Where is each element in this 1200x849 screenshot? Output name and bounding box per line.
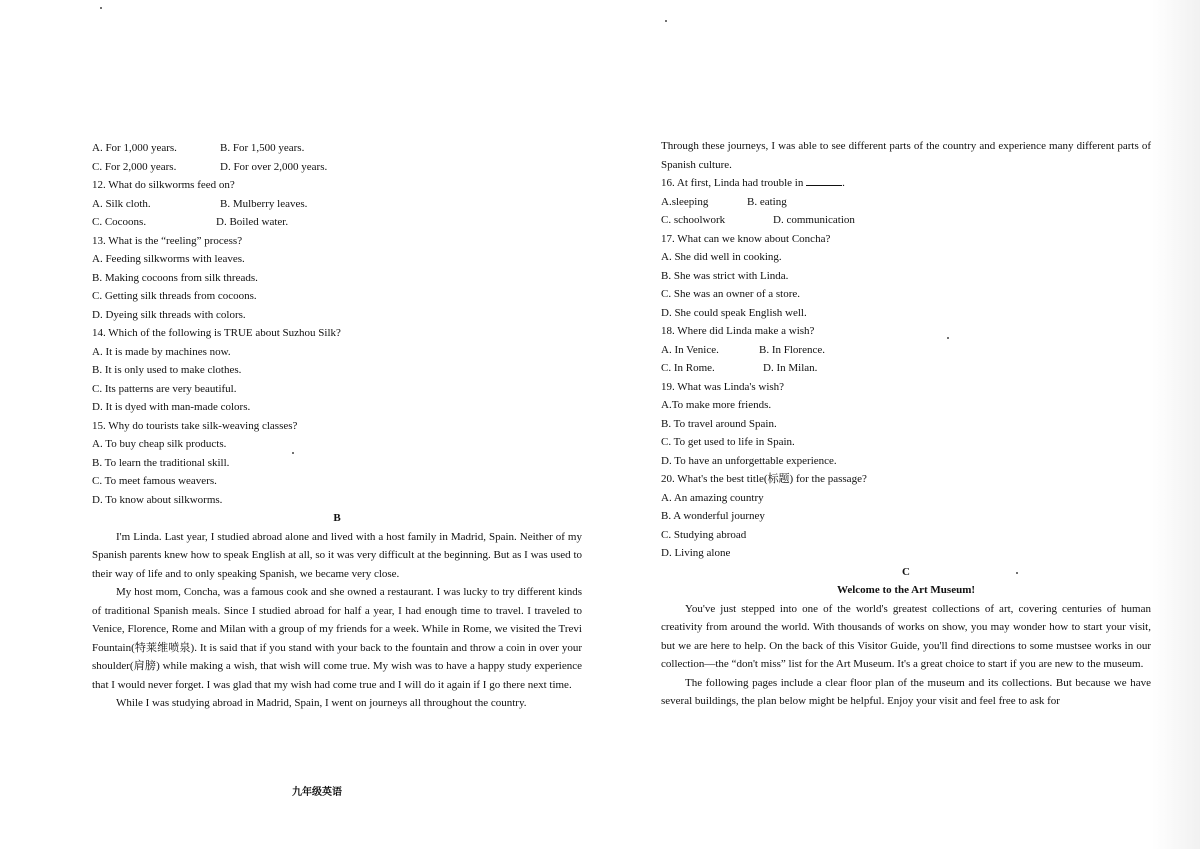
question-line — [661, 507, 1151, 526]
option: B. For 1,500 years. — [220, 142, 305, 154]
line-text: B. To travel around Spain. — [661, 417, 777, 430]
question-line — [661, 396, 1151, 415]
question-line — [92, 250, 582, 269]
line-text: D. To have an unforgettable experience. — [661, 454, 837, 467]
passage-paragraph: While I was studying abroad in Madrid, Spain, I went on journeys all throughout the country. — [116, 697, 527, 709]
option: D. Boiled water. — [216, 216, 289, 228]
option: B. In Florence. — [759, 343, 825, 356]
line-text: 20. What's the best title(标题) for the passage? — [661, 473, 867, 485]
line-text: A. Feeding silkworms with leaves. — [92, 253, 245, 265]
line-text: D. She could speak English well. — [661, 306, 807, 319]
option: C. schoolwork — [661, 214, 726, 226]
scan-edge-shadow — [1152, 0, 1200, 849]
right-column — [661, 137, 1151, 711]
question-line — [92, 398, 582, 417]
question-line — [661, 248, 1151, 267]
question-line — [661, 452, 1151, 471]
line-text: D. It is dyed with man-made colors. — [92, 401, 251, 413]
question-line — [92, 324, 582, 343]
option: A. In Venice. — [661, 343, 719, 356]
line-text: C. Its patterns are very beautiful. — [92, 382, 237, 395]
option-row — [92, 158, 582, 177]
line-text: 19. What was Linda's wish? — [661, 380, 785, 393]
scan-speck — [947, 337, 949, 339]
passage-paragraph: You've just stepped into one of the world's greatest collections of art, covering centuries of human creativity from around the world. With thousands of works on show, you may wonder how to start your visit, but we are here to help. On the back of this Visitor Guide, you'll find directions to some mustsee works in our collection—the “don't miss” list for the Art Museum. It's a great choice to start if you are new to the museum. — [661, 602, 1151, 670]
line-text: D. To know about silkworms. — [92, 493, 223, 506]
line-text: B. Making cocoons from silk threads. — [92, 271, 258, 284]
option: A.sleeping — [661, 195, 709, 208]
option: B. eating — [747, 195, 787, 208]
question-line — [92, 380, 582, 399]
question-line — [661, 267, 1151, 286]
question-line: 16. At first, Linda had trouble in . — [661, 177, 845, 189]
line-text: D. Dyeing silk threads with colors. — [92, 308, 246, 321]
question-line — [661, 415, 1151, 434]
question-line — [92, 176, 582, 195]
line-text: C. Getting silk threads from cocoons. — [92, 290, 257, 302]
option: D. In Milan. — [763, 362, 818, 374]
line-text: C. Studying abroad — [661, 528, 747, 541]
option-row — [661, 193, 1151, 212]
question-line — [92, 435, 582, 454]
line-text: D. Living alone — [661, 547, 731, 559]
question-line — [661, 230, 1151, 249]
option-row — [661, 211, 1151, 230]
line-text: C. To meet famous weavers. — [92, 475, 217, 487]
passage-paragraph: The following pages include a clear floor plan of the museum and its collections. But because we have several buildings, the plan below might be helpful. Enjoy your visit and feel free to ask for — [661, 676, 1151, 707]
line-text: 12. What do silkworms feed on? — [92, 179, 235, 191]
line-text: B. A wonderful journey — [661, 510, 765, 522]
passage-paragraph: I'm Linda. Last year, I studied abroad alone and lived with a host family in Madrid, Spain. Neither of my Spanish parents knew how to speak English at all, so it was very difficult at the beginning. But as I was used to their way of life and to only speaking Spanish, we became very close. — [92, 530, 582, 580]
question-line — [661, 378, 1151, 397]
option: A. For 1,000 years. — [92, 142, 177, 154]
line-text: 17. What can we know about Concha? — [661, 232, 831, 245]
option: A. Silk cloth. — [92, 197, 151, 210]
line-text: 18. Where did Linda make a wish? — [661, 325, 815, 337]
question-line — [92, 454, 582, 473]
scan-speck — [100, 7, 102, 9]
question-line — [661, 433, 1151, 452]
line-text: A. To buy cheap silk products. — [92, 438, 227, 450]
question-line — [92, 491, 582, 510]
line-text: 16. At first, Linda had trouble in — [661, 177, 804, 189]
line-text: C. She was an owner of a store. — [661, 288, 800, 300]
question-line — [661, 285, 1151, 304]
question-line — [92, 287, 582, 306]
line-text: B. It is only used to make clothes. — [92, 364, 242, 376]
section-heading-b: B — [333, 512, 341, 524]
question-line — [661, 526, 1151, 545]
scan-speck — [292, 452, 294, 454]
question-line — [92, 472, 582, 491]
option: C. Cocoons. — [92, 216, 147, 228]
question-line — [92, 417, 582, 436]
question-line — [92, 361, 582, 380]
passage-title: Welcome to the Art Museum! — [836, 584, 976, 596]
option: D. communication — [773, 214, 855, 226]
option-row — [661, 359, 1151, 378]
line-text: A. She did well in cooking. — [661, 251, 782, 263]
line-text: A. An amazing country — [661, 491, 764, 504]
line-text: 15. Why do tourists take silk-weaving classes? — [92, 419, 298, 432]
scan-speck — [665, 20, 667, 22]
question-line — [661, 322, 1151, 341]
question-line — [661, 544, 1151, 563]
line-text: 13. What is the “reeling” process? — [92, 234, 243, 247]
left-column — [92, 139, 582, 713]
option-row — [92, 139, 582, 158]
question-line — [92, 343, 582, 362]
line-text: B. To learn the traditional skill. — [92, 456, 230, 469]
line-text: C. To get used to life in Spain. — [661, 436, 795, 448]
line-text: 14. Which of the following is TRUE about Suzhou Silk? — [92, 327, 341, 339]
section-heading-c: C — [902, 565, 910, 578]
option-row — [92, 195, 582, 214]
scan-speck — [1016, 572, 1018, 574]
passage-continuation: Through these journeys, I was able to see different parts of the country and experience many different parts of Spanish culture. — [661, 140, 1151, 171]
option: C. For 2,000 years. — [92, 160, 177, 173]
option: C. In Rome. — [661, 362, 715, 374]
right-page — [600, 0, 1200, 849]
answer-blank — [806, 175, 842, 186]
line-text: B. She was strict with Linda. — [661, 269, 789, 282]
option-row — [92, 213, 582, 232]
question-line — [661, 304, 1151, 323]
line-text: A.To make more friends. — [661, 399, 772, 411]
question-line — [92, 232, 582, 251]
option: D. For over 2,000 years. — [220, 160, 328, 173]
option-row — [661, 341, 1151, 360]
question-line — [92, 269, 582, 288]
question-line — [661, 470, 1151, 489]
question-line — [92, 306, 582, 325]
question-line — [661, 489, 1151, 508]
passage-paragraph: My host mom, Concha, was a famous cook and she owned a restaurant. I was lucky to try different kinds of traditional Spanish meals. Since I studied abroad for half a year, I had enough time to travel. I traveled to Venice, Florence, Rome and Milan with a group of my friends for a week. While in Rome, we visited the Trevi Fountain(特莱维喷泉). It is said that if you stand with your back to the fountain and throw a coin in over your shoulder(肩膀) while making a wish, that wish will come true. My wish was to have a happy study experience that I would never forget. I was glad that my wish had come true and I will do it again if I go there next time. — [92, 586, 582, 691]
line-text: A. It is made by machines now. — [92, 345, 231, 358]
page-footer: 九年级英语 — [292, 787, 342, 798]
option: B. Mulberry leaves. — [220, 197, 308, 210]
